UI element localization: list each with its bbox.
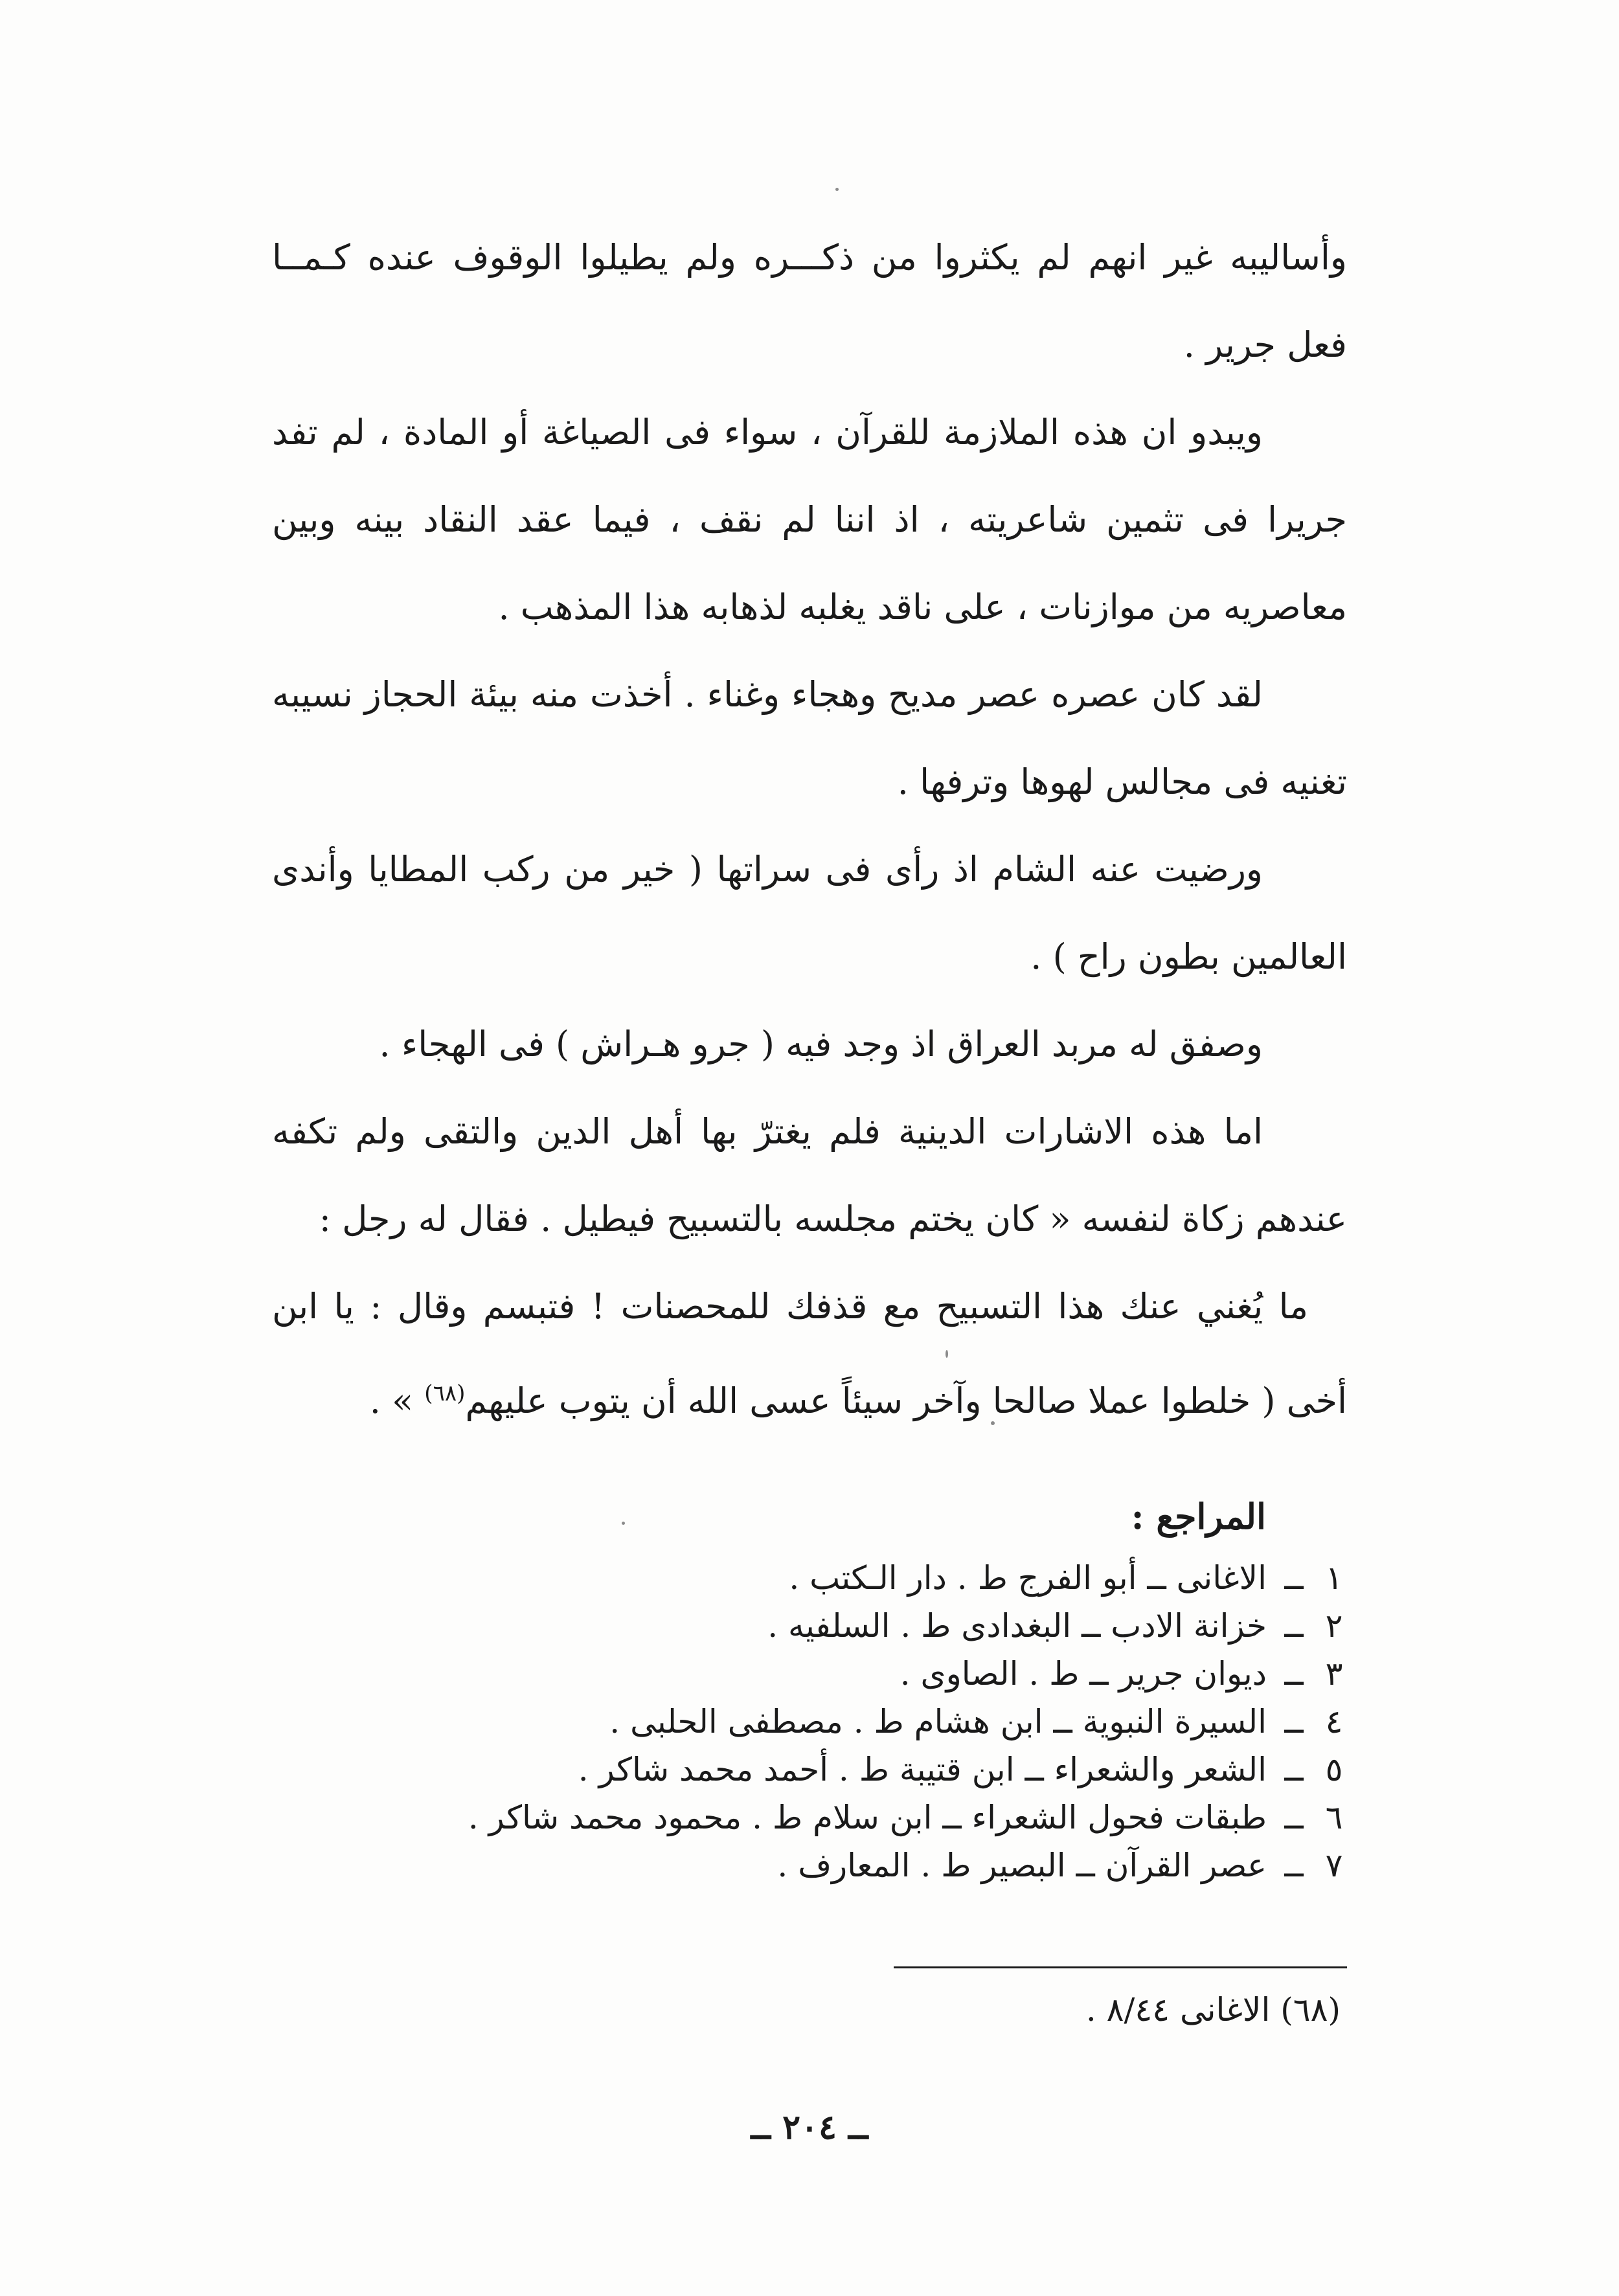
reference-text: عصر القرآن ــ البصير ط . المعارف . — [777, 1847, 1267, 1884]
paragraph-5 — [272, 1000, 1347, 1088]
reference-number: ٣ — [1325, 1655, 1343, 1693]
reference-text: الاغانى ــ أبو الفرج ط . دار الـكتب . — [789, 1559, 1267, 1597]
reference-item — [311, 1746, 1347, 1794]
reference-text: الشعر والشعراء ــ ابن قتيبة ط . أحمد محمد شاكر . — [578, 1751, 1267, 1788]
paragraph-4 — [272, 826, 1347, 1000]
paragraph-6-text: اما هذه الاشارات الدينية فلم يغترّ بها أهل الدين والتقى ولم تكفه عندهم زكاة لنفسه « كان يختم مجلسه بالتسبيح فيطيل . فقال له رجل : — [272, 1111, 1347, 1239]
references-title: المراجع : — [1131, 1496, 1266, 1537]
reference-number: ٦ — [1325, 1799, 1343, 1836]
paragraph-7-tail: » . — [369, 1380, 425, 1421]
paragraph-3 — [272, 651, 1347, 826]
reference-dash: ــ — [1284, 1751, 1304, 1788]
paragraph-2 — [272, 388, 1347, 651]
reference-number: ٢ — [1325, 1607, 1343, 1645]
reference-number: ١ — [1325, 1559, 1343, 1597]
reference-text: خزانة الادب ــ البغدادى ط . السلفيه . — [767, 1607, 1267, 1645]
reference-dash: ــ — [1284, 1607, 1304, 1645]
footnote-text: الاغانى ٨/٤٤ . — [1085, 1991, 1271, 2029]
reference-dash: ــ — [1284, 1847, 1304, 1884]
scan-speck — [622, 1522, 625, 1525]
paragraph-7-text: ما يُغني عنك هذا التسبيح مع قذفك للمحصنات ! فتبسم وقال : يا ابن أخى ( خلطوا عملا صالحا وآخر سيئاً عسى الله أن يتوب عليهم — [272, 1286, 1347, 1421]
reference-item — [311, 1698, 1347, 1746]
references-list — [311, 1554, 1347, 1889]
reference-item — [311, 1602, 1347, 1650]
reference-text: طبقات فحول الشعراء ــ ابن سلام ط . محمود محمد شاكر . — [468, 1799, 1267, 1836]
reference-item — [311, 1554, 1347, 1602]
reference-dash: ــ — [1284, 1655, 1304, 1693]
paragraph-1-text: وأساليبه غير انهم لم يكثروا من ذكـــره ولم يطيلوا الوقوف عنده كـمــا فعل جرير . — [272, 237, 1347, 365]
footnote-reference-mark: (٦٨) — [424, 1380, 466, 1406]
reference-item — [311, 1650, 1347, 1698]
paragraph-5-text: وصفق له مربد العراق اذ وجد فيه ( جرو هـراش ) فى الهجاء . — [379, 1024, 1263, 1064]
reference-number: ٥ — [1325, 1751, 1343, 1788]
reference-number: ٧ — [1325, 1847, 1343, 1884]
reference-text: ديوان جرير ــ ط . الصاوى . — [900, 1655, 1267, 1693]
footnote — [1086, 1991, 1341, 2029]
reference-number: ٤ — [1325, 1703, 1343, 1740]
page-number: ــ ٢٠٤ ــ — [751, 2108, 868, 2147]
footnote-mark: (٦٨) — [1280, 1991, 1341, 2029]
reference-item — [311, 1841, 1347, 1889]
paragraph-7 — [272, 1263, 1347, 1445]
paragraph-4-text: ورضيت عنه الشام اذ رأى فى سراتها ( خير من ركب المطايا وأندى العالمين بطون راح ) . — [272, 849, 1347, 977]
body-text — [272, 214, 1347, 1445]
paragraph-2-text: ويبدو ان هذه الملازمة للقرآن ، سواء فى الصياغة أو المادة ، لم تفد جريرا فى تثمين شاعريته ، اذ اننا لم نقف ، فيما عقد النقاد بينه وبين معاصريه من موازنات ، على ناقد يغلبه لذهابه هذا المذهب . — [272, 412, 1347, 627]
reference-text: السيرة النبوية ــ ابن هشام ط . مصطفى الحلبى . — [609, 1703, 1267, 1740]
reference-item — [311, 1794, 1347, 1841]
footnote-divider — [894, 1966, 1347, 1968]
scan-speck — [835, 188, 839, 191]
paragraph-3-text: لقد كان عصره عصر مديح وهجاء وغناء . أخذت منه بيئة الحجاز نسيبه تغنيه فى مجالس لهوها وترفها . — [272, 674, 1347, 802]
paragraph-1 — [272, 214, 1347, 388]
reference-dash: ــ — [1284, 1703, 1304, 1740]
paragraph-6 — [272, 1088, 1347, 1263]
reference-dash: ــ — [1284, 1559, 1304, 1597]
reference-dash: ــ — [1284, 1799, 1304, 1836]
